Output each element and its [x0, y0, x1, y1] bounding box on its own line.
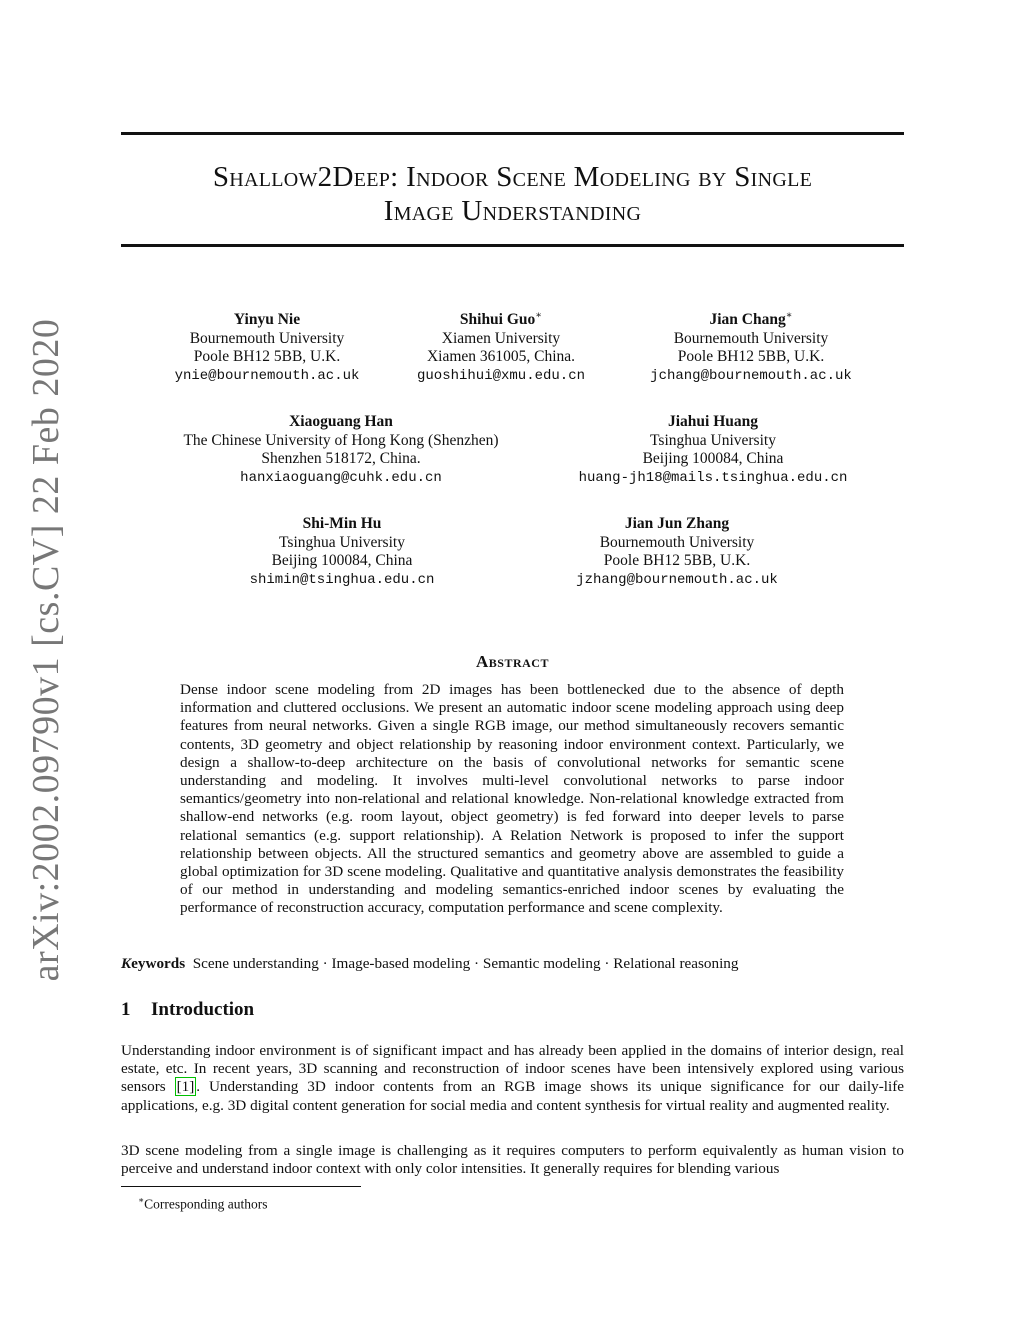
title-word: Understanding [461, 195, 642, 227]
footnote-rule [121, 1186, 361, 1187]
author-address: Beijing 100084, China [271, 552, 413, 570]
author-address: Poole BH12 5BB, U.K. [677, 348, 825, 366]
author-block [175, 307, 360, 385]
author-affiliation: Bournemouth University [599, 533, 755, 551]
author-name: Yinyu Nie [233, 311, 301, 329]
author-email[interactable]: ynie@bournemouth.ac.uk [174, 367, 360, 384]
keywords-label: Keywords [121, 955, 186, 972]
author-affiliation: Bournemouth University [189, 329, 345, 347]
author-affiliation: The Chinese University of Hong Kong (Shenzhen) [183, 431, 499, 449]
keywords [121, 955, 904, 973]
author-block [579, 409, 848, 487]
title-word: Scene [496, 161, 567, 193]
author-email[interactable]: hanxiaoguang@cuhk.edu.cn [240, 469, 442, 486]
author-block [250, 511, 435, 589]
section-title: Introduction [151, 999, 255, 1020]
author-block [650, 307, 852, 385]
title-word: Single [734, 161, 813, 193]
intro-paragraph-1: Understanding indoor environment is of significant impact and has already been applied in the domains of interior design, real estate, etc. In recent years, 3D scanning and reconstruction of indoor scenes have been intensively explored using various sensors [1] . Understanding 3D indoor contents from an RGB image shows its unique significance for our daily-life applications, e.g. 3D digital content generation for social media and content synthesis for virtual reality and augmented reality. [121, 1042, 904, 1114]
author-address: Xiamen 361005, China. [426, 348, 576, 366]
author-name: Jiahui Huang [667, 413, 759, 431]
author-block [417, 307, 585, 385]
title-word: Modeling [573, 161, 691, 193]
title-bottom-rule [121, 244, 904, 247]
author-email[interactable]: jchang@bournemouth.ac.uk [650, 367, 852, 384]
title-word: Image [383, 195, 454, 227]
author-name: Jian Chang∗ [709, 310, 793, 329]
author-block [183, 409, 498, 487]
author-email[interactable]: guoshihui@xmu.edu.cn [416, 367, 586, 384]
title-word: by [698, 161, 727, 193]
author-email[interactable]: huang-jh18@mails.tsinghua.edu.cn [578, 469, 848, 486]
section-heading [121, 999, 254, 1021]
abstract-heading: Abstract [476, 652, 549, 671]
author-name: Shi-Min Hu [302, 515, 382, 533]
abstract-body: Dense indoor scene modeling from 2D images has been bottlenecked due to the absence of depth information and cluttered occlusions. We present an automatic indoor scene modeling approach using deep features from neural networks. Given a single RGB image, our method simultaneously recovers semantic contents, 3D geometry and object relationship by reasoning indoor environment context. Particularly, we design a shallow-to-deep architecture on the basis of convolutional networks for semantic scene understanding and modeling. It involves multi-level convolutional networks to parse indoor semantics/geometry into non-relational and relational knowledge. Non-relational knowledge extracted from shallow-end networks (e.g. room layout, object geometry) is fed forward into deeper levels to parse relational semantics (e.g. support relationship). A Relation Network is proposed to infer the support relationship between objects. All the structured semantics and geometry above are assembled to guide a global optimization for 3D scene modeling. Qualitative and quantitative analysis demonstrates the feasibility of our method in understanding and modeling semantics-enriched indoor scenes by evaluating the performance of reconstruction accuracy, computation performance and scene complexity. [180, 681, 844, 917]
author-address: Poole BH12 5BB, U.K. [193, 348, 341, 366]
author-address: Beijing 100084, China [642, 450, 784, 468]
author-affiliation: Bournemouth University [673, 329, 829, 347]
author-name: Shihui Guo∗ [459, 310, 543, 329]
title-top-rule [121, 132, 904, 135]
arxiv-identifier: arXiv:2002.09790v1 [cs.CV] 22 Feb 2020 [25, 318, 67, 982]
author-block [576, 511, 778, 589]
title-line-2 [121, 194, 904, 228]
footnote: ∗Corresponding authors [138, 1195, 268, 1212]
author-email[interactable]: jzhang@bournemouth.ac.uk [576, 571, 778, 588]
section-number: 1 [121, 999, 131, 1020]
paper-title [121, 160, 904, 228]
author-affiliation: Tsinghua University [279, 533, 405, 551]
intro-paragraph-2: 3D scene modeling from a single image is challenging as it requires computers to perform equivalently as human vision to perceive and understand indoor context with only color intensities. It generally requires for blending various [121, 1142, 904, 1178]
title-word: Indoor [406, 161, 489, 193]
author-address: Poole BH12 5BB, U.K. [603, 552, 751, 570]
citation-link[interactable]: [1] [176, 1078, 195, 1096]
author-name: Xiaoguang Han [289, 413, 393, 431]
title-line-1 [121, 160, 904, 194]
author-address: Shenzhen 518172, China. [261, 450, 421, 468]
author-name: Jian Jun Zhang [624, 515, 730, 533]
title-word: Shallow2Deep: [212, 161, 399, 193]
author-email[interactable]: shimin@tsinghua.edu.cn [249, 571, 435, 588]
author-affiliation: Tsinghua University [650, 431, 776, 449]
keywords-list: Scene understanding · Image-based modeling · Semantic modeling · Relational reasoning [192, 955, 739, 972]
author-affiliation: Xiamen University [441, 329, 561, 347]
